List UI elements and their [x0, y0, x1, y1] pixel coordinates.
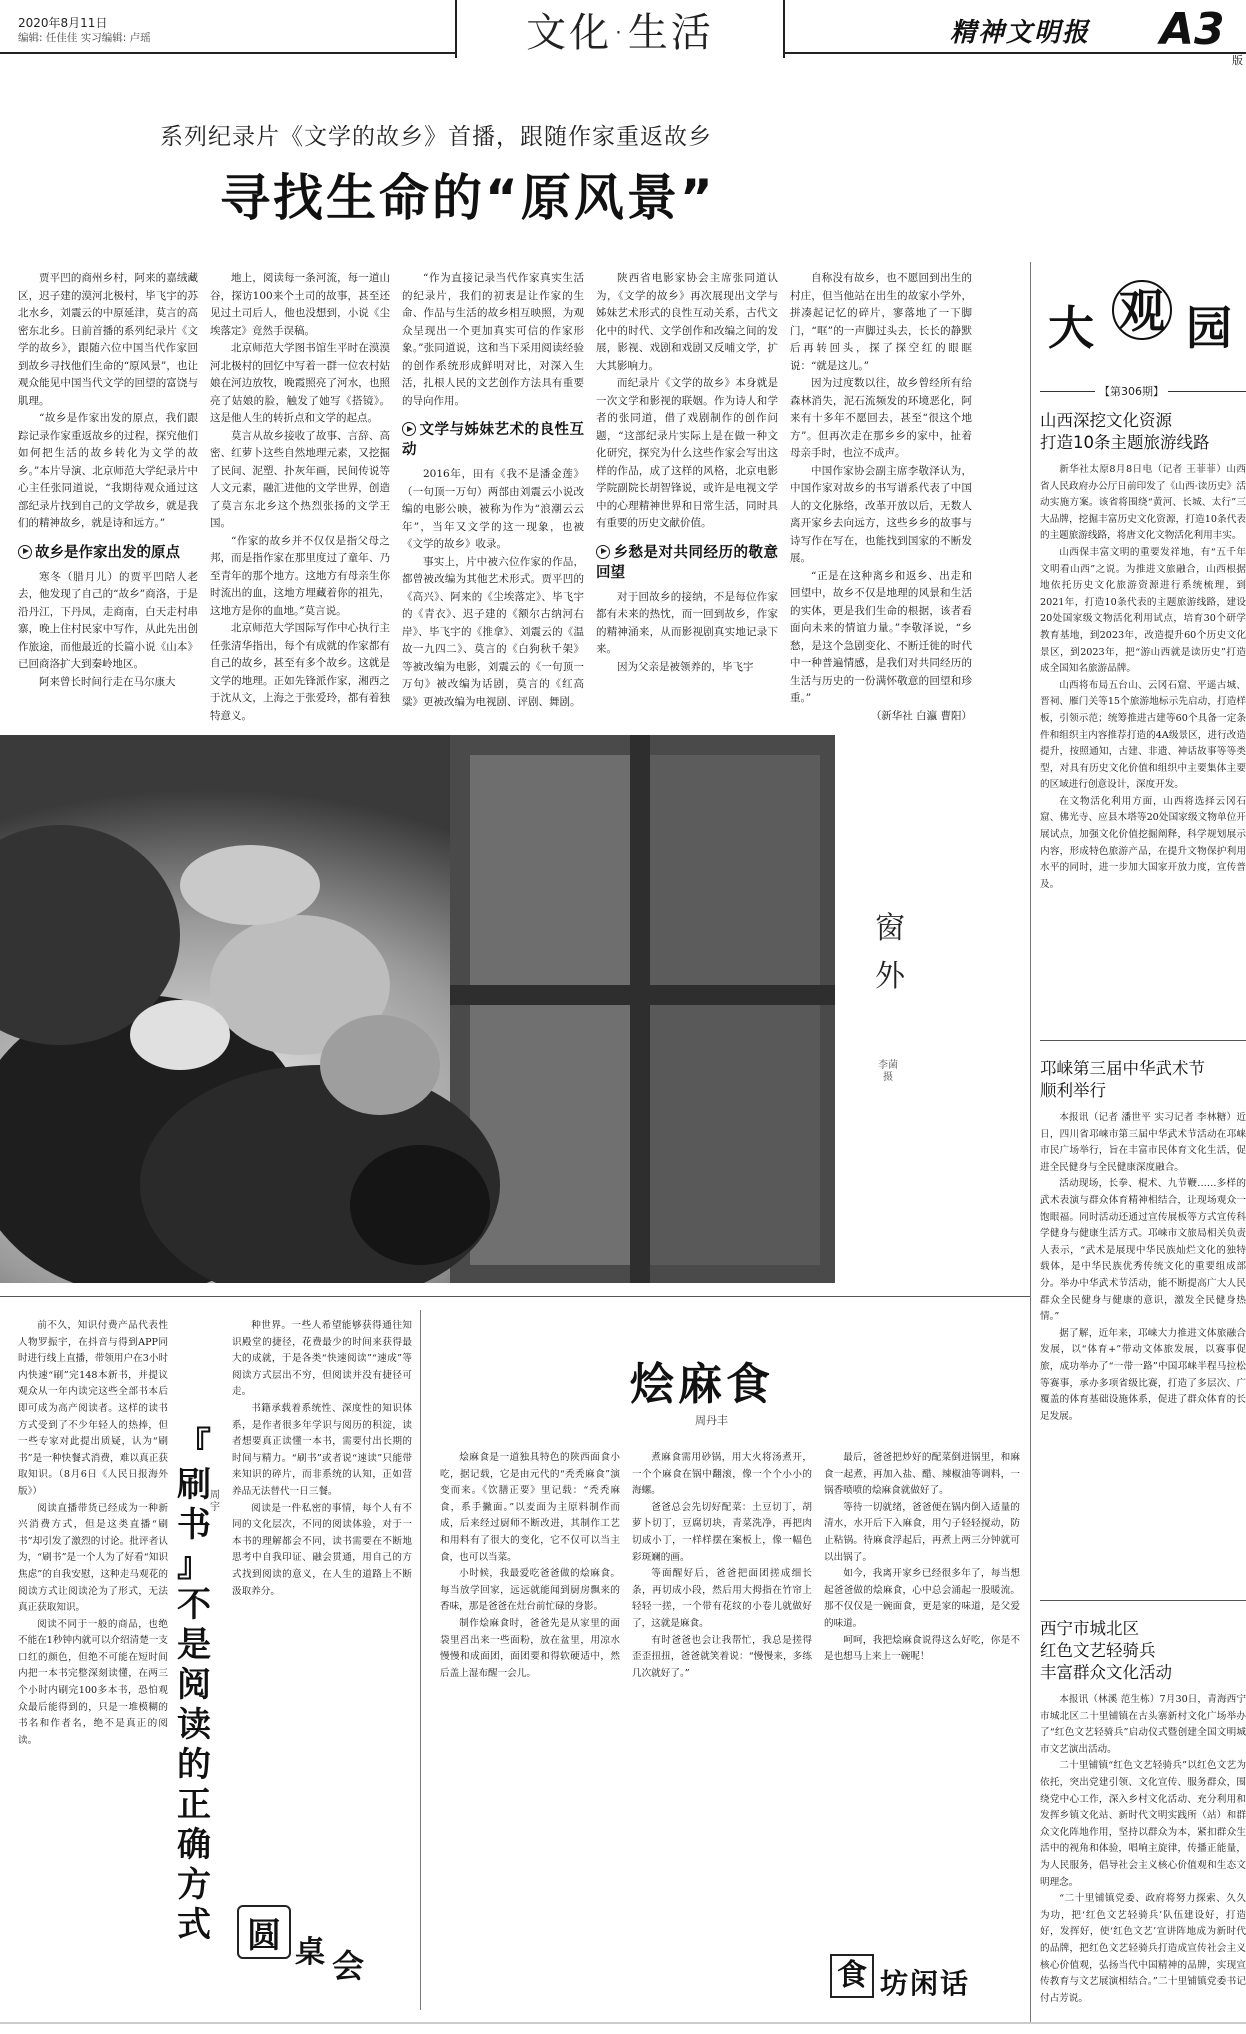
- photo-credit: 李菌摄: [878, 1060, 898, 1083]
- title-bracket: 』: [177, 1545, 211, 1585]
- masthead: 精神文明报: [950, 18, 1091, 48]
- logo-text: 坊闲话: [880, 1967, 971, 2000]
- banner-char: 园: [1186, 301, 1232, 355]
- paragraph: 莫言从故乡接收了故事、言辞、高密、红萝卜这些自然地理元素，又挖掘了民间、泥塑、扑灰年画，民间传说等人文元素，融汇进他的文学世界，创造了莫言东北乡这个热烈张扬的文学王国。: [210, 429, 390, 529]
- logo-char: 桌: [295, 1935, 325, 1970]
- column-banner: [1040, 270, 1246, 385]
- column-divider: [1030, 262, 1031, 2022]
- essay-col-b: 种世界。一些人希望能够获得通往知识殿堂的捷径，花费最少的时间来获得最大的成就，于是各类“快速阅读”“速成”等阅读方式层出不穷，但阅读并没有捷径可走。 书籍承载着系统性、深度性的知识体系，是作者很多年学识与阅历的积淀，读者想要真正读懂一本书，需要付出长期的时间与精力。“刷书”或者说“速读”只能带来知识的碎片，而非系统的认知，正如营养品无法替代一日三餐。 阅读是一件私密的事情，每个人有不同的文化层次，不同的阅读体验，对于一本书的理解都会不同，读书需要在不断地思考中自我印证、融会贯通，用自己的方式找到阅读的意义，在人生的道路上不断汲取养分。: [232, 1320, 412, 1597]
- paragraph: 北京师范大学国际写作中心执行主任张清华指出，每个有成就的作家都有自己的故乡，甚至有多个故乡。这就是文学的地理。正如先锋派作家，湘西之于沈从文，上海之于张爱玲，都有着独特意义。: [210, 622, 390, 722]
- section-subhead: 故乡是作家出发的原点: [18, 543, 198, 563]
- page-bottom-rule: [0, 2022, 1246, 2024]
- window-photo: [0, 735, 835, 1283]
- article-title: 顺利举行: [1040, 1081, 1106, 1100]
- logo-char: 圆: [237, 1905, 291, 1959]
- paragraph: “作家的故乡并不仅仅是指父母之邦，而是指作家在那里度过了童年、乃至青年的那个地方。这地方有母亲生你时流出的血，这地方埋藏着你的祖先，这地方是你的血地。”莫言说。: [210, 534, 390, 617]
- banner-char: 观: [1112, 280, 1172, 340]
- paragraph: 因为过度数以往，故乡曾经所有给森林消失，泥石流频发的环境恶化，阿来有十多年不愿回去，甚至“很这个地方”。但再次走在那乡乡的家中，扯着母亲手时，也泣不成声。: [790, 377, 972, 459]
- article-divider: [1040, 1040, 1246, 1041]
- paragraph: 2016年，田有《我不是潘金莲》（一句顶一万句）两部由刘震云小说改编的电影公映，被称为作为“浪潮云云年”，当年又文学的这一现象，也被《文学的故乡》收录。: [402, 468, 584, 550]
- main-col-3: [402, 270, 584, 725]
- editor-credits: 编辑: 任佳佳 实习编辑: 卢瑶: [18, 32, 151, 44]
- article-kicker: 系列纪录片《文学的故乡》首播，跟随作家重返故乡: [160, 124, 712, 150]
- paragraph: 地上，阅读每一条河流，每一道山谷，探访100来个土司的故事，甚至还见过土司后人，他也没想到，小说《尘埃落定》竟然手误稿。: [210, 272, 390, 337]
- main-col-4: [596, 270, 778, 725]
- page-suffix: 版: [1232, 54, 1243, 67]
- paragraph: 自称没有故乡，也不愿回到出生的村庄，但当他站在出生的故家小学外，拼凑起记忆的碎片，寥落地了一下脚门，“哐”的一声脚过头去，长长的静默后再转回头，探了探空红的眼眶说：“就是这儿。”: [790, 272, 972, 372]
- photo-image: [0, 735, 835, 1283]
- main-col-5: [790, 270, 972, 725]
- title-bracket: 『: [177, 1425, 211, 1465]
- issue-date: 2020年8月11日: [18, 16, 108, 30]
- column-divider: [420, 1310, 421, 2010]
- food-col-c: 最后，爸爸把炒好的配菜倒进锅里，和麻食一起煮，再加入盐、醋、辣椒油等调料，一锅香喷喷的烩麻食就做好了。 等待一切就绪，爸爸便在锅内倒入适量的清水，水开后下入麻食，用勺子轻轻搅动，防止粘锅。待麻食浮起后，再煮上两三分钟就可以出锅了。 如今，我离开家乡已经很多年了，每当想起爸爸做的烩麻食，心中总会涌起一股暖流。那不仅仅是一碗面食，更是家的味道，是父爱的味道。 呵呵，我把烩麻食说得这么好吃，你是不是也想马上来上一碗呢！: [824, 1452, 1020, 1663]
- paragraph: 事实上，片中被六位作家的作品，都曾被改编为其他艺术形式。贾平凹的《高兴》、阿来的《尘埃落定》、毕飞宇的《青衣》、迟子建的《额尔古纳河右岸》、毕飞宇的《推拿》、刘震云的《温故一九四二》、莫言的《白狗秋千架》等被改编为电影，刘震云的《一句顶一万句》被改编为话剧，莫言的《红高粱》更被改编为电视剧、评剧、舞剧。: [402, 555, 584, 708]
- article-title: 红色文艺轻骑兵: [1040, 1641, 1156, 1660]
- paragraph: 阿来曾长时间行走在马尔康大: [39, 675, 176, 688]
- logo-char: 食: [830, 1954, 874, 1998]
- paragraph: 对于回故乡的接纳，不是每位作家都有未来的热忱，而一回到故乡，作家的精神涌来，从而影视剧真实地记录下来。: [596, 590, 778, 655]
- page-number: A3: [1160, 4, 1225, 55]
- paragraph: 寒冬（腊月儿）的贾平凹陪人老去，他发现了自己的“故乡”商洛，于是沿丹江，下丹凤，走商南，白天走村串寨，晚上住村民家中写作，从此先出创作旅途，而他最近的长篇小说《山本》已回商洛扩大到秦岭地区。: [18, 570, 198, 670]
- food-col-b: 煮麻食需用砂锅，用大火将汤煮开，一个个麻食在锅中翻滚，像一个个小小的海螺。 爸爸总会先切好配菜：土豆切丁，胡萝卜切丁，豆腐切块，青菜洗净，再把肉切成小丁，一样样摆在案板上，像一幅色彩斑斓的画。 等面醒好后，爸爸把面团搓成细长条，再切成小段，然后用大拇指在竹帘上轻轻一搓，一个带有花纹的小卷儿就做好了，这就是麻食。 有时爸爸也会让我帮忙，我总是搓得歪歪扭扭，爸爸就笑着说：“慢慢来，多练几次就好了。”: [632, 1452, 812, 1679]
- article-body: 新华社太原8月8日电（记者 王菲菲）山西省人民政府办公厅日前印发了《山西·读历史》活动实施方案。该省将围绕“黄河、长城、太行”三大品牌，挖掘丰富历史文化资源，打造10条代表的主题旅游线路，将唐文化文物活化利用丰实。 山西保丰富文明的重要发祥地，有“五千年文明看山西”之说。为推进文旅融合，山西根据地依托历史文化旅游资源进行系统梳理，到2021年，打造10条代表的主题旅游线路，建设20处国家级文物活化利用试点，培育30个研学教育基地，到2023年，改造提升60个历史文化景区，到2023年，把“游山西就是读历史”打造成全国知名旅游品牌。 山西将布局五台山、云冈石窟、平遥古城、晋祠、雁门关等15个旅游地标示先启动，打造样板，引领示范；统筹推进古建等60个具备一定条件和组织主内容推荐打造的4A级景区，进行改造提升，按照通知，古建、非遗、神话故事等等类型，对具有历史文化价值和组织中主要集体主要的区域进行创意设计，深度开发。 在文物活化利用方面，山西将选择云冈石窟、佛光寺、应县木塔等20处国家级文物单位开展试点，加强文化价值挖掘阐释，科学规划展示内容，形成特色旅游产品，在提升文物保护利用水平的同时，进一步加大国家开放力度，宣传普及。: [1040, 464, 1246, 890]
- article-body: 本报讯（记者 潘世平 实习记者 李林糖）近日，四川省邛崃市第三届中华武术节活动在邛崃市民广场举行，旨在丰富市民体育文化生活，促进全民健身与全民健康深度融合。 活动现场，长拳、棍术、九节鞭……多样的武术表演与群众体育精神相结合，让现场观众一饱眼福。同时活动还通过宣传展板等方式宣传科学健身与健康生活方式。邛崃市文旅局相关负责人表示，“武术是展现中华民族灿烂文化的独特载体，是中华民族优秀传统文化的重要组成部分。举办中华武术节活动，能不断提高广大人民群众全民健身与健康的意识，激发全民健身热情。” 据了解，近年来，邛崃大力推进文体旅融合发展，以“体育+”带动文体旅发展，以赛事促旅，成功举办了“一带一路”中国邛崃半程马拉松等赛事，承办多项省级比赛，打造了多层次、广覆盖的体育基础设施体系，促进了群众体育的长足发展。: [1040, 1112, 1246, 1422]
- section-divider: [0, 1296, 1030, 1297]
- article-title: 山西深挖文化资源: [1040, 411, 1172, 430]
- essay-title: 『 刷 书 』 不 是 阅 读 的 正 确 方 式: [172, 1425, 216, 1945]
- photo-title: 窗 外: [875, 911, 905, 994]
- food-column-logo: [820, 1950, 1030, 2010]
- play-icon: [402, 422, 416, 436]
- section-subhead: 乡愁是对共同经历的敬意回望: [596, 544, 778, 581]
- paragraph: “故乡是作家出发的原点，我们跟踪记录作家重返故乡的过程，探究他们如何把生活的故乡转化为文学的故乡。”本片导演、北京师范大学纪录片中心主任张同道说，“我期待观众通过这部纪录片找到自己的文学故乡，就是我们的精神故乡，就是诗和远方。”: [18, 412, 198, 529]
- paragraph: 北京师范大学图书馆生平时在漠漠河北极村的回忆中写着一群一位农村姑娘在河边放牧，晚霞照亮了河水，也照亮了姑娘的脸，触发了她写《搭镜》。这是他人生的转折点和文学的起点。: [210, 342, 390, 424]
- article-title: 邛崃第三届中华武术节: [1040, 1059, 1205, 1078]
- round-table-logo: [237, 1905, 387, 1983]
- article-headline: 寻找生命的“原风景”: [220, 169, 716, 227]
- article-title: 西宁市城北区: [1040, 1619, 1139, 1638]
- section-box: [455, 0, 785, 58]
- article-divider: [1040, 1600, 1246, 1601]
- essay-col-a: 前不久，知识付费产品代表性人物罗振宇，在抖音与得到APP同时进行线上直播，带领用户在3小时内快速“刷”完148本新书，并提议观众从一年内读完这些全部书本后即可成为高产阅读者。这样的读书方式受到了不少年轻人的热捧，但一些专家对此提出质疑，认为“刷书”是一种快餐式消费，难以真正获取知识。（8月6日《人民日报海外版》） 阅读直播带货已经成为一种新兴消费方式，但是这类直播“刷书”却引发了激烈的讨论。批评者认为，“刷书”是一个人为了好看“知识焦虑”的自我安慰，这种走马观花的阅读方式让阅读沦为了形式，无法真正获取知识。 阅读不同于一般的商品，也绝不能在1秒钟内就可以介绍清楚一支口红的颜色，但绝不可能在短时间内把一本书完整深刻读懂，在两三个小时内刷完100多本书，恐怕观众最后能得到的，只是一堆模糊的书名和作者名，绝不是真正的阅读。: [18, 1320, 168, 1746]
- food-title: 烩麻食: [630, 1359, 774, 1410]
- paragraph: 贾平凹的商州乡村，阿来的嘉绒藏区，迟子建的漠河北极村，毕飞宇的苏北水乡，刘震云的中原延津，莫言的高密东北乡。日前首播的系列纪录片《文学的故乡》，跟随六位中国当代作家回到故乡寻找他们生命的“原风景”，也让观众能见中国当代文学的回望的富饶与肌理。: [18, 272, 198, 407]
- issue-number: 【第306期】: [1095, 383, 1168, 399]
- play-icon: [596, 545, 610, 559]
- paragraph: 而纪录片《文学的故乡》本身就是一次文学和影视的联姻。作为诗人和学者的张同道，借了戏剧制作的创作问题，“这部纪录片实际上是在做一种文化研究，探究为什么这些作家会写出这样的作品，成了这样的风格，北京电影学院副院长胡智锋说，或许是电视文学中的心理精神世界和日常生活，同时具有重要的历史文献价值。: [596, 377, 778, 529]
- paragraph: “正是在这种离乡和返乡、出走和回望中，故乡不仅是地理的风景和生活的实体，更是我们生命的根据，该者看面向未来的情谊力量。”李敬泽说，“乡愁，是这个急剧变化、不断迁徙的时代中一种普遍情感，是我们对共同经历的生活与历史的一份满怀敬意的回望和珍重。”: [790, 569, 972, 704]
- article-credit: （新华社 白瀛 曹阳）: [870, 709, 972, 722]
- right-article-2: [1040, 1058, 1246, 1600]
- essay-author: 周宇: [210, 1490, 220, 1513]
- article-title: 丰富群众文化活动: [1040, 1663, 1172, 1682]
- paragraph: “作为直接记录当代作家真实生活的纪录片，我们的初衷是让作家的生命、作品与生活的故乡相互映照，为观众呈现出一个更加真实可信的作家形象。”张同道说，这和当下采用阅读经验的创作系统形成鲜明对比，对深入生活，扎根人民的文艺创作方法具有重要的导向作用。: [402, 272, 584, 407]
- main-col-2: [210, 270, 390, 725]
- logo-char: 会: [332, 1947, 365, 1985]
- play-icon: [18, 545, 32, 559]
- paragraph: 中国作家协会副主席李敬泽认为，中国作家对故乡的书写谱系代表了中国人的文化脉络，改革开放以后，无数人离开家乡去向远方，这些乡乡的故事与诗写作在写在，也能找到国家的不断发展。: [790, 464, 972, 564]
- paragraph: 陕西省电影家协会主席张同道认为，《文学的故乡》再次展现出文学与姊妹艺术形式的良性互动关系，古代文化中的时代、文学创作和改编之间的发展，影视、戏剧和戏剧又反哺文学，扩大其影响力。: [596, 272, 778, 372]
- article-title: 打造10条主题旅游线路: [1040, 433, 1210, 452]
- section-title: 文化·生活: [526, 9, 714, 56]
- banner-char: 大: [1048, 301, 1094, 355]
- food-author: 周丹丰: [695, 1414, 728, 1427]
- main-col-1: [18, 270, 198, 725]
- right-article-3: [1040, 1618, 1246, 2012]
- food-col-a: 烩麻食是一道独具特色的陕西面食小吃，据记载，它是由元代的“秃秃麻食”演变而来。《饮膳正要》里记载：“秃秃麻食，系手撇面。”以麦面为主原料制作而成，后来经过厨师不断改进，其制作工艺和用料有了很大的变化，它不仅可以当主食，也可以当菜。 小时候，我最爱吃爸爸做的烩麻食。每当放学回家，远远就能闻到厨房飘来的香味，那是爸爸在灶台前忙碌的身影。 制作烩麻食时，爸爸先是从家里的面袋里舀出来一些面粉，放在盆里，用凉水慢慢和成面团，面团要和得软硬适中，然后盖上湿布醒一会儿。: [440, 1452, 620, 1679]
- section-subhead: 文学与姊妹艺术的良性互动: [402, 422, 584, 458]
- paragraph: 因为父亲是被领养的，毕飞宇: [617, 660, 754, 673]
- right-article-1: [1040, 410, 1246, 1022]
- article-body: 本报讯（林溪 范生栋）7月30日，青海西宁市城北区二十里铺镇在古头寨新村文化广场举办了“红色文艺轻骑兵”启动仪式暨创建全国文明城市文艺演出活动。 二十里铺镇“红色文艺轻骑兵”以红色文艺为依托，突出党建引领、文化宣传、服务群众，围绕党中心工作，深入乡村文化活动、充分利用和发挥乡镇文化站、新时代文明实践所（站）和群众文化阵地作用，坚持以群众为本，紧扣群众生活中的视角和体验，唱响主旋律，传播正能量，为人民服务，倡导社会主义核心价值观和生态文明理念。 “二十里铺镇党委、政府将努力探索、久久为功，把‘红色文艺轻骑兵’队伍建设好，打造好，发挥好，使‘红色文艺’宣讲阵地成为新时代的品牌，把红色文艺轻骑兵打造成宣传社会主义核心价值观，弘扬当代中国精神的品牌，实现宣传教育与文艺展演相结合。”二十里铺镇党委书记付占芳说。: [1040, 1694, 1246, 2004]
